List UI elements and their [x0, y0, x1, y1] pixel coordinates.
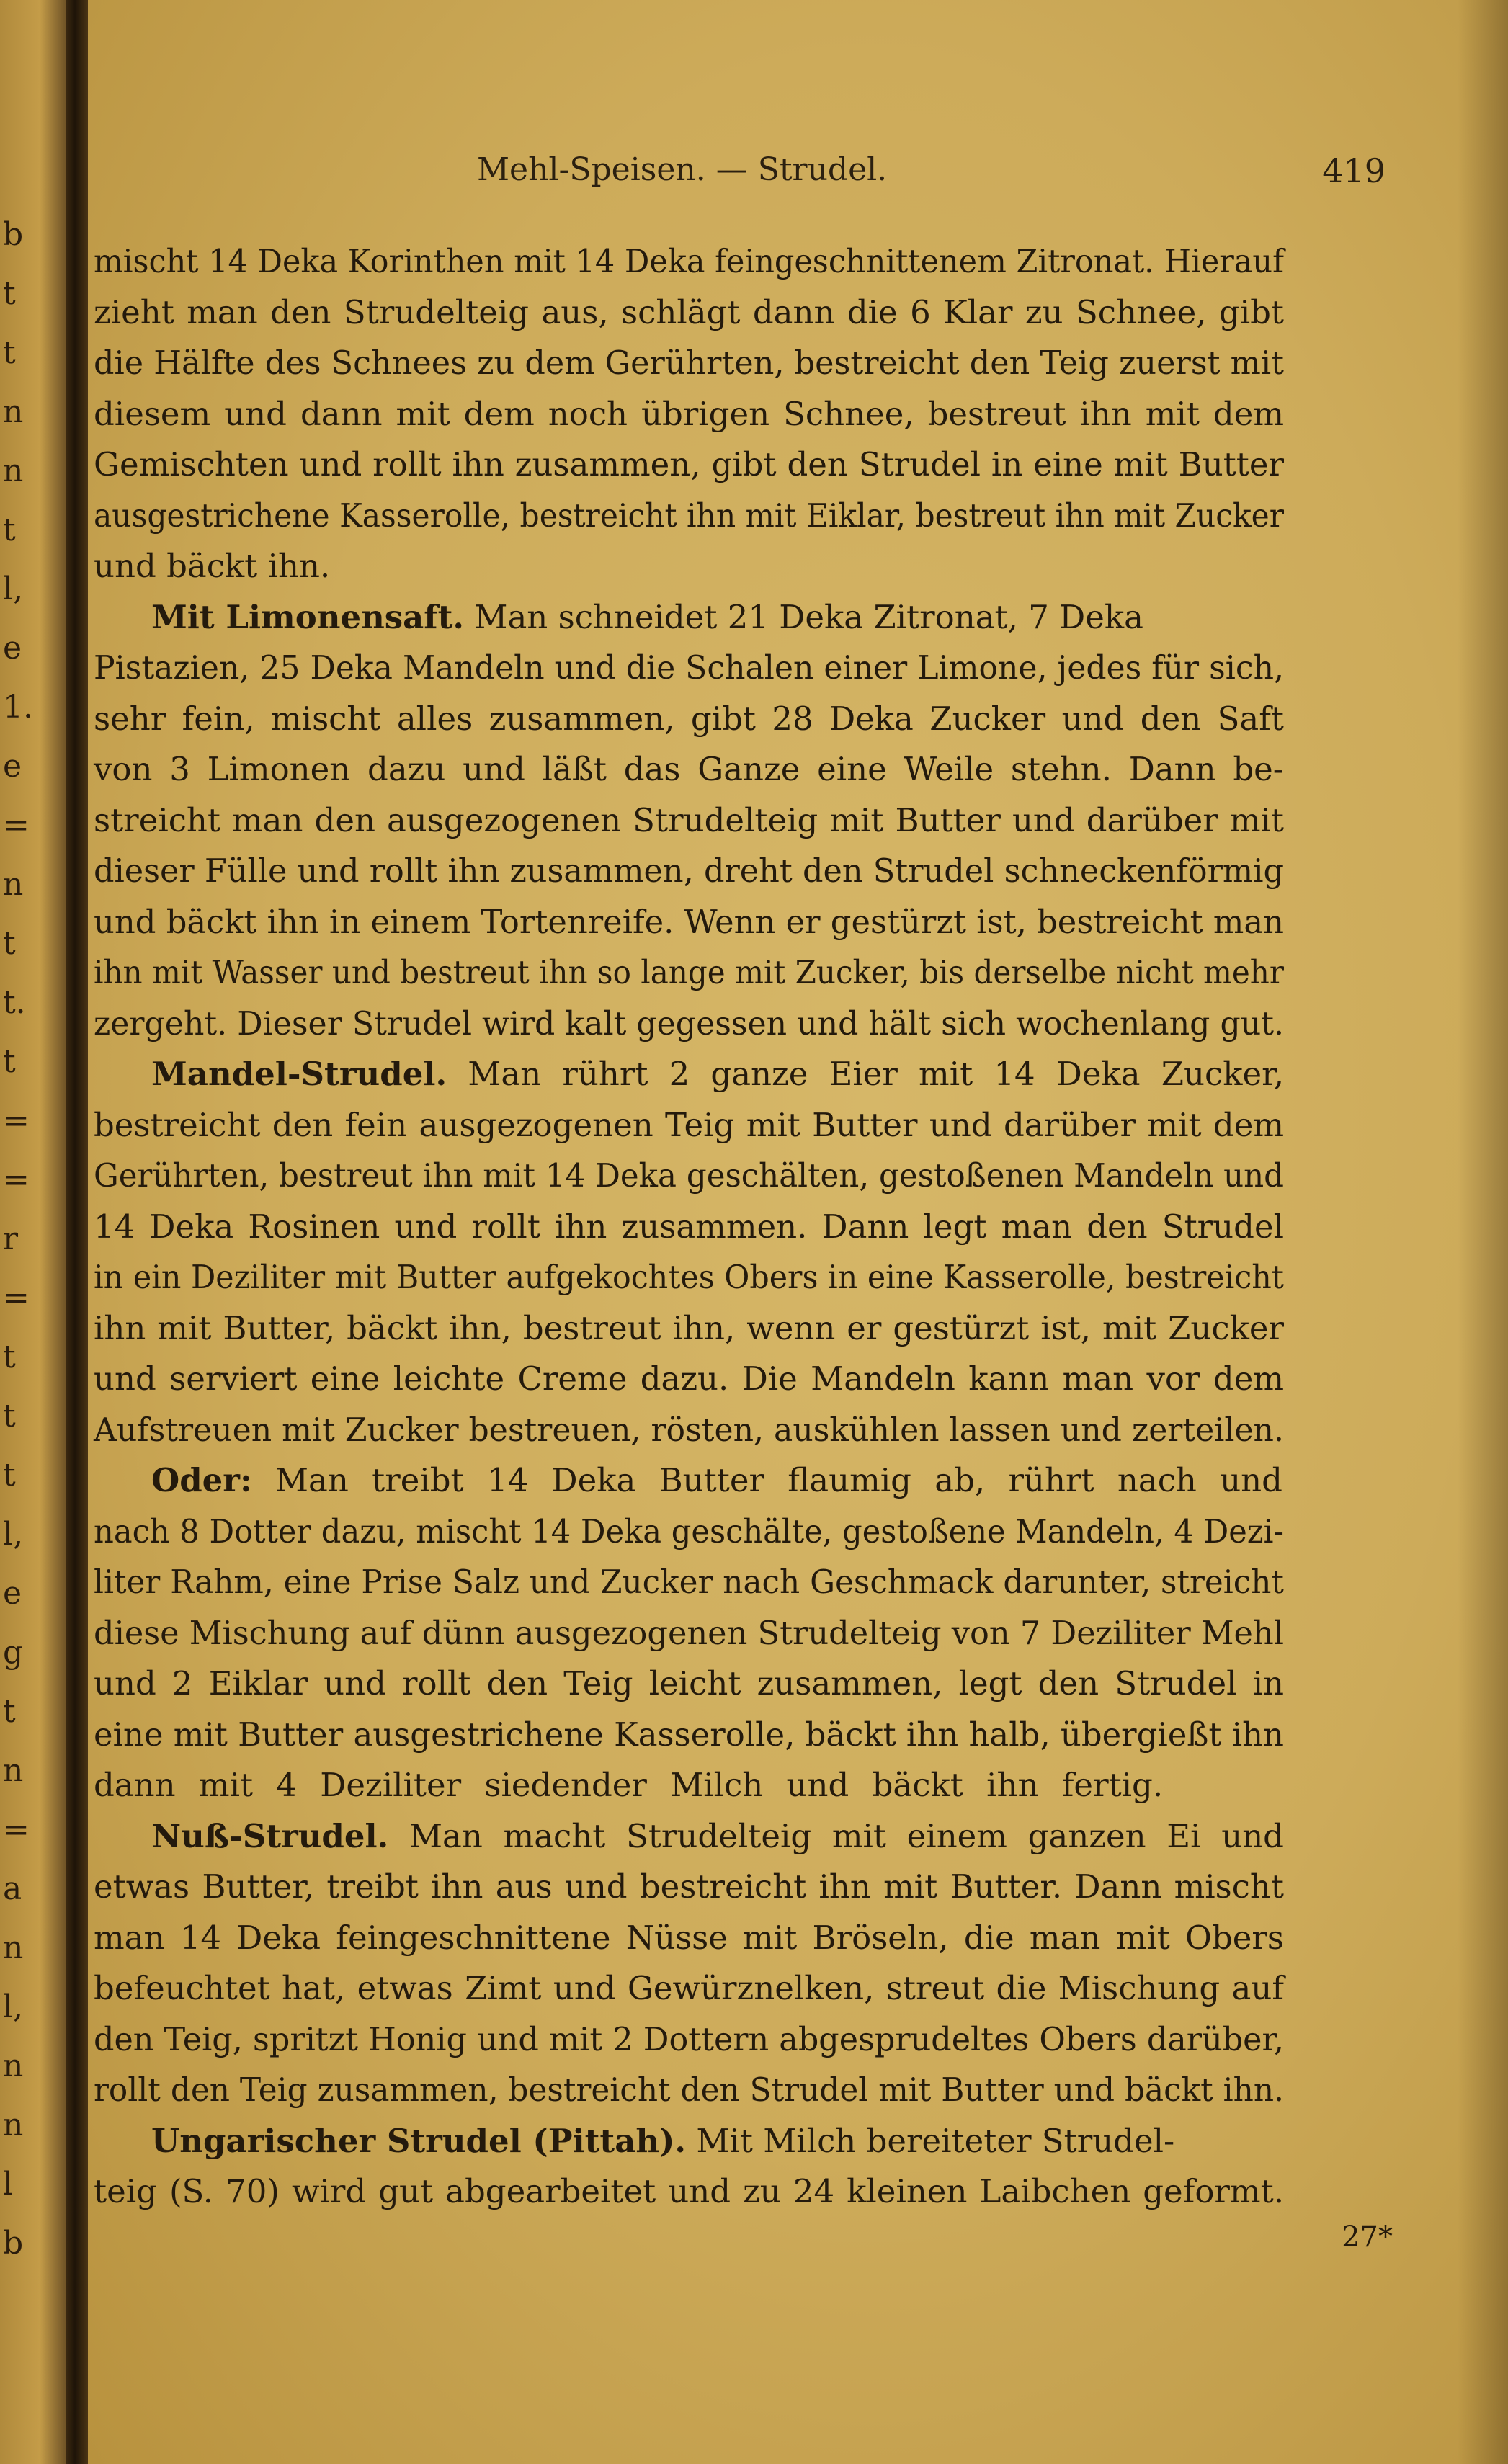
text-line — [88, 1411, 1508, 1461]
text-line — [88, 1004, 1508, 1055]
line-text: mischt 14 Deka Korinthen mit 14 Deka feingeschnittenem Zitronat. Hierauf — [94, 242, 1284, 280]
line-text: Gemischten und rollt ihn zusammen, gibt den Strudel in eine mit Butter — [94, 445, 1284, 483]
left-page-fragment: n — [3, 2048, 24, 2084]
line-text: ausgestrichene Kasserolle, bestreicht ihn mit Eiklar, bestreut ihn mit Zucker — [94, 496, 1284, 535]
line-content — [94, 1563, 1284, 1601]
line-content — [94, 903, 1284, 941]
left-page-fragment: t — [3, 1398, 16, 1434]
line-content — [94, 1867, 1284, 1906]
recipe-title: Nuß-Strudel. — [151, 1816, 389, 1855]
recipe-title: Ungarischer Strudel (Pittah). — [151, 2121, 687, 2160]
line-text: von 3 Limonen dazu und läßt das Ganze eine Weile stehn. Dann be- — [94, 750, 1284, 788]
left-page-fragment: t — [3, 1043, 16, 1080]
line-text: man 14 Deka feingeschnittene Nüsse mit Bröseln, die man mit Obers — [94, 1918, 1284, 1957]
left-page-fragment: n — [3, 452, 24, 489]
left-page-fragment: = — [3, 1811, 30, 1848]
left-page-fragment: = — [3, 1280, 30, 1316]
line-text: in ein Deziliter mit Butter aufgekochtes Obers in eine Kasserolle, bestreicht — [94, 1258, 1284, 1296]
left-page-fragment: a — [3, 1870, 22, 1907]
line-content — [94, 547, 330, 585]
line-content — [94, 1664, 1284, 1702]
line-text: Aufstreuen mit Zucker bestreuen, rösten, auskühlen lassen und zerteilen. — [94, 1410, 1284, 1449]
line-text: Mit Milch bereiteter Strudel- — [696, 2121, 1175, 2160]
left-page-fragment: t — [3, 334, 16, 371]
line-text: Man macht Strudelteig mit einem ganzen Ei und — [409, 1816, 1284, 1855]
text-line — [88, 2172, 1508, 2223]
left-page-fragment: n — [3, 1929, 24, 1966]
page-number: 419 — [1322, 151, 1386, 190]
text-line — [88, 2122, 1508, 2172]
line-content — [94, 293, 1284, 331]
left-page-fragment: n — [3, 1752, 24, 1789]
left-page-fragment: g — [3, 1634, 24, 1671]
line-text: Man schneidet 21 Deka Zitronat, 7 Deka — [474, 597, 1143, 636]
text-line — [88, 750, 1508, 800]
text-line — [88, 1512, 1508, 1563]
text-line — [88, 1766, 1508, 1816]
text-line — [88, 2071, 1508, 2121]
line-text: Man treibt 14 Deka Butter flaumig ab, rührt nach und — [275, 1461, 1282, 1499]
line-content — [94, 2071, 1284, 2109]
text-line — [88, 1461, 1508, 1512]
text-line — [88, 395, 1508, 445]
line-text: und bäckt ihn. — [94, 547, 331, 585]
left-page-fragment: n — [3, 866, 24, 903]
text-line — [88, 445, 1508, 496]
text-line — [88, 1919, 1508, 1969]
line-text: eine mit Butter ausgestrichene Kasserolle, bäckt ihn halb, übergießt ihn — [94, 1715, 1284, 1754]
line-content — [94, 1156, 1284, 1195]
line-text: ihn mit Wasser und bestreut ihn so lange mit Zucker, bis derselbe nicht mehr — [94, 953, 1284, 991]
line-text: und 2 Eiklar und rollt den Teig leicht zusammen, legt den Strudel in — [94, 1664, 1284, 1702]
left-page-fragment: e — [3, 630, 22, 666]
line-text: bestreicht den fein ausgezogenen Teig mit Butter und darüber mit dem — [94, 1105, 1284, 1144]
line-text: diesem und dann mit dem noch übrigen Schnee, bestreut ihn mit dem — [94, 394, 1284, 433]
left-page-fragment: = — [3, 1102, 30, 1139]
text-line — [88, 648, 1508, 699]
line-text: sehr fein, mischt alles zusammen, gibt 28 Deka Zucker und den Saft — [94, 699, 1284, 738]
left-page-fragment: t. — [3, 984, 26, 1021]
line-content — [94, 2172, 1284, 2210]
line-content — [94, 1258, 1284, 1296]
text-line — [88, 801, 1508, 852]
left-page-fragment: t — [3, 1693, 16, 1730]
line-content — [151, 598, 1143, 636]
left-page-fragment: e — [3, 748, 22, 785]
line-content — [94, 1766, 1163, 1804]
line-text: den Teig, spritzt Honig und mit 2 Dottern abgesprudeltes Obers darüber, — [94, 2019, 1284, 2058]
book-gutter — [66, 0, 88, 2464]
line-content — [94, 2020, 1284, 2058]
line-text: ihn mit Butter, bäckt ihn, bestreut ihn, wenn er gestürzt ist, mit Zucker — [94, 1308, 1284, 1347]
line-content — [151, 1055, 1284, 1093]
line-text: streicht man den ausgezogenen Strudelteig mit Butter und darüber mit — [94, 800, 1284, 839]
text-line — [88, 1208, 1508, 1258]
line-text: befeuchtet hat, etwas Zimt und Gewürznelken, streut die Mischung auf — [94, 1969, 1284, 2007]
line-content — [94, 1614, 1284, 1652]
line-text: rollt den Teig zusammen, bestreicht den Strudel mit Butter und bäckt ihn. — [94, 2071, 1284, 2109]
text-line — [88, 953, 1508, 1004]
line-content — [94, 750, 1284, 788]
left-page-fragment: = — [3, 807, 30, 844]
line-content — [94, 648, 1284, 687]
recipe-title: Mandel-Strudel. — [151, 1055, 447, 1093]
text-line — [88, 1309, 1508, 1360]
line-content — [151, 1817, 1284, 1855]
line-content — [94, 1512, 1284, 1550]
text-line — [88, 1817, 1508, 1867]
left-page-fragment: r — [3, 1220, 19, 1257]
line-text: dann mit 4 Deziliter siedender Milch und bäckt ihn fertig. — [94, 1766, 1164, 1804]
text-line — [88, 1106, 1508, 1156]
text-line — [88, 1664, 1508, 1715]
signature-mark: 27* — [1342, 2220, 1393, 2254]
left-page-fragment: e — [3, 1575, 22, 1612]
text-line — [88, 242, 1508, 293]
left-page-fragment: t — [3, 925, 16, 962]
text-line — [88, 2020, 1508, 2071]
text-line — [88, 1360, 1508, 1410]
line-content — [94, 1360, 1284, 1398]
left-page-fragment: b — [3, 2225, 24, 2262]
left-page-fragment: b — [3, 216, 24, 253]
text-line — [88, 598, 1508, 648]
line-content — [94, 1208, 1284, 1246]
line-content — [151, 2122, 1174, 2160]
line-text: und bäckt ihn in einem Tortenreife. Wenn er gestürzt ist, bestreicht man — [94, 902, 1284, 941]
running-head: Mehl-Speisen. — Strudel. — [477, 151, 888, 188]
line-content — [151, 1461, 1282, 1499]
line-text: zergeht. Dieser Strudel wird kalt gegessen und hält sich wochenlang gut. — [94, 1004, 1284, 1043]
left-page-fragment: 1. — [3, 689, 33, 726]
line-content — [94, 1309, 1284, 1347]
text-line — [88, 1055, 1508, 1105]
left-page-fragment: t — [3, 275, 16, 312]
text-line — [88, 1563, 1508, 1613]
text-line — [88, 1715, 1508, 1766]
line-text: die Hälfte des Schnees zu dem Gerührten, bestreicht den Teig zuerst mit — [94, 344, 1284, 382]
line-content — [94, 953, 1284, 991]
line-text: etwas Butter, treibt ihn aus und bestreicht ihn mit Butter. Dann mischt — [94, 1867, 1284, 1906]
text-line — [88, 903, 1508, 953]
text-line — [88, 293, 1508, 344]
left-page-fragment: n — [3, 393, 24, 430]
line-content — [94, 1106, 1284, 1144]
line-text: Man rührt 2 ganze Eier mit 14 Deka Zucker, — [468, 1055, 1284, 1093]
line-text: Pistazien, 25 Deka Mandeln und die Schalen einer Limone, jedes für sich, — [94, 648, 1284, 687]
left-page-fragment: t — [3, 512, 16, 548]
line-content — [94, 1411, 1284, 1449]
line-text: und serviert eine leichte Creme dazu. Die Mandeln kann man vor dem — [94, 1360, 1284, 1398]
text-line — [88, 547, 1508, 597]
line-content — [94, 1969, 1284, 2007]
left-page-fragment: l, — [3, 571, 24, 607]
text-line — [88, 852, 1508, 902]
recipe-title: Mit Limonensaft. — [151, 597, 465, 636]
left-page-fragment: n — [3, 2107, 24, 2143]
line-text: nach 8 Dotter dazu, mischt 14 Deka geschälte, gestoßene Mandeln, 4 Dezi- — [94, 1512, 1284, 1550]
text-line — [88, 700, 1508, 750]
left-page-edge — [0, 0, 66, 2464]
line-content — [94, 395, 1284, 433]
line-content — [94, 496, 1284, 535]
line-text: teig (S. 70) wird gut abgearbeitet und zu 24 kleinen Laibchen geformt. — [94, 2172, 1284, 2210]
text-line — [88, 1156, 1508, 1207]
line-content — [94, 1715, 1284, 1754]
line-content — [94, 700, 1284, 738]
line-text: 14 Deka Rosinen und rollt ihn zusammen. Dann legt man den Strudel — [94, 1207, 1284, 1246]
text-line — [88, 496, 1508, 547]
line-content — [94, 344, 1284, 382]
line-text: dieser Fülle und rollt ihn zusammen, dreht den Strudel schneckenförmig — [94, 852, 1284, 890]
line-text: diese Mischung auf dünn ausgezogenen Strudelteig von 7 Deziliter Mehl — [94, 1613, 1284, 1652]
left-page-fragment: l, — [3, 1516, 24, 1553]
line-content — [94, 242, 1284, 280]
text-line — [88, 1258, 1508, 1308]
text-line — [88, 344, 1508, 394]
book-page — [88, 0, 1508, 2464]
line-content — [94, 1004, 1284, 1043]
recipe-title: Oder: — [151, 1461, 252, 1499]
left-page-fragment: t — [3, 1339, 16, 1375]
line-content — [94, 1919, 1284, 1957]
line-text: liter Rahm, eine Prise Salz und Zucker nach Geschmack darunter, streicht — [94, 1563, 1284, 1601]
left-page-fragment: l, — [3, 1988, 24, 2025]
line-content — [94, 852, 1284, 890]
line-text: zieht man den Strudelteig aus, schlägt dann die 6 Klar zu Schnee, gibt — [94, 293, 1284, 331]
line-content — [94, 445, 1284, 483]
line-text: Gerührten, bestreut ihn mit 14 Deka geschälten, gestoßenen Mandeln und — [94, 1156, 1284, 1195]
left-page-fragment: l — [3, 2166, 14, 2202]
line-content — [94, 801, 1284, 839]
text-line — [88, 1969, 1508, 2019]
text-line — [88, 1867, 1508, 1918]
page-header — [88, 151, 1508, 202]
left-page-fragment: t — [3, 1457, 16, 1494]
text-line — [88, 1614, 1508, 1664]
left-page-fragment: = — [3, 1161, 30, 1198]
